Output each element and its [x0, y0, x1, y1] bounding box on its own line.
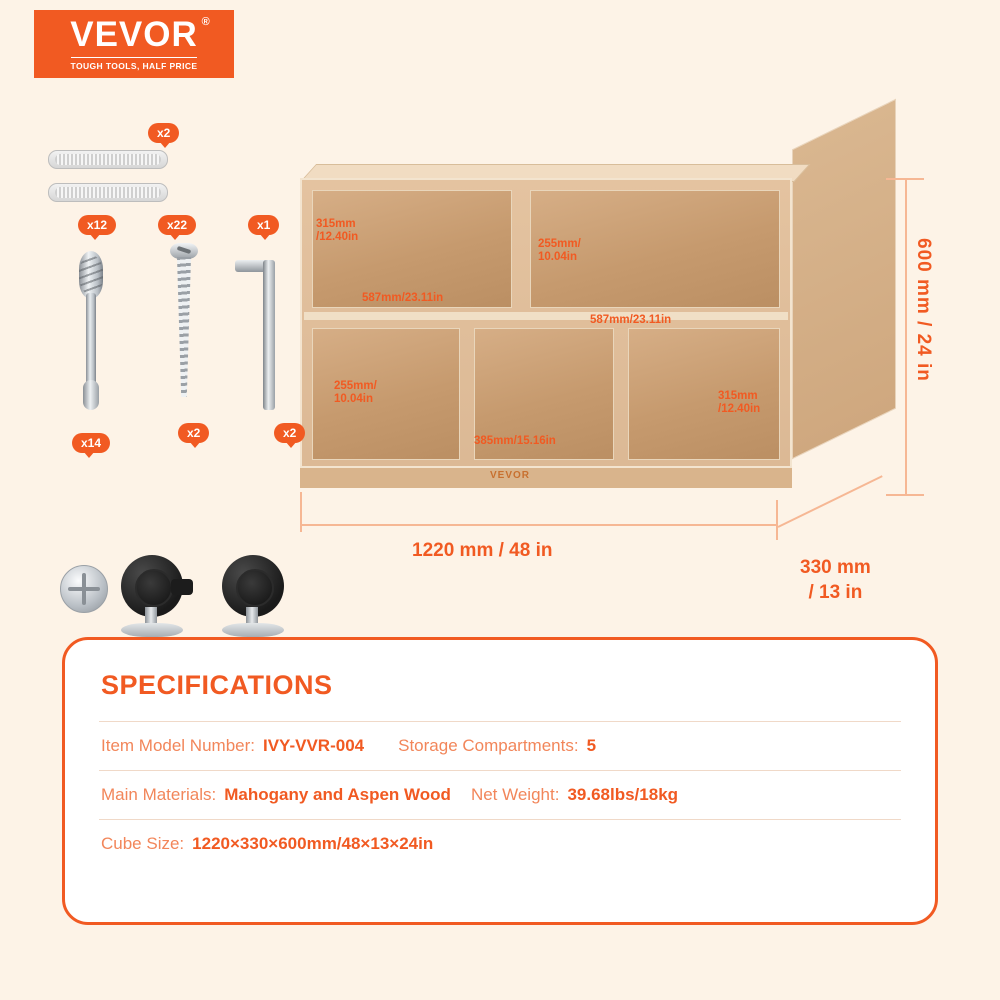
- dim-top-left-width: 587mm/23.11in: [362, 292, 444, 304]
- spec-label-materials: Main Materials:: [101, 785, 217, 804]
- spec-value-model-number: IVY-VVR-004: [263, 736, 365, 755]
- spec-value-compartments: 5: [586, 736, 597, 755]
- locking-caster-wheel-icon: [115, 555, 201, 647]
- width-guide-tick-left: [300, 492, 302, 532]
- dowel-bolt-thread: [79, 255, 103, 295]
- dim-text-line1: 315mm: [316, 218, 356, 230]
- velcro-strap-icon: [48, 150, 168, 169]
- overall-depth-label: [800, 556, 871, 605]
- middle-shelf: [304, 312, 788, 320]
- depth-label-line2: / 13 in: [808, 581, 863, 603]
- product-brandmark: VEVOR: [490, 470, 531, 481]
- caster-brake-lever: [171, 579, 193, 595]
- spec-row-materials: [99, 770, 901, 819]
- overall-width-label: 1220 mm / 48 in: [412, 540, 553, 561]
- velcro-texture-2: [55, 187, 161, 198]
- qty-badge-velcro: x2: [148, 123, 179, 143]
- dim-bottom-left-height: [334, 380, 377, 406]
- qty-badge-dowel-bolt: x12: [78, 215, 116, 235]
- compartment-top-left: [312, 190, 512, 308]
- spec-value-cube-size: 1220×330×600mm/48×13×24in: [192, 834, 434, 853]
- cam-lock-icon: [60, 565, 108, 613]
- dowel-bolt-shaft: [86, 293, 96, 388]
- specifications-title: SPECIFICATIONS: [101, 670, 333, 700]
- dim-top-right-height: [538, 238, 581, 264]
- brand-name: [70, 15, 211, 54]
- dim-bottom-right-height: [718, 390, 760, 416]
- spec-value-materials: Mahogany and Aspen Wood: [224, 785, 451, 804]
- wood-screw-icon: [170, 243, 198, 415]
- spec-label-model-number: Item Model Number:: [101, 736, 255, 755]
- width-guide-tick-right: [776, 500, 778, 540]
- dim-text-line1: 255mm/: [334, 380, 377, 392]
- brand-logo: [34, 10, 234, 78]
- brand-tagline: TOUGH TOOLS, HALF PRICE: [71, 57, 198, 71]
- dim-text-line1: 255mm/: [538, 238, 581, 250]
- allen-key-long-arm: [263, 260, 275, 410]
- dim-text-line2: 10.04in: [334, 393, 373, 406]
- spec-row-cube-size: [99, 819, 901, 868]
- caster-hub-2: [236, 569, 274, 607]
- dowel-bolt-icon: [78, 245, 104, 410]
- product-illustration: [290, 150, 910, 530]
- qty-badge-allen-key: x1: [248, 215, 279, 235]
- velcro-texture: [55, 154, 161, 165]
- qty-badge-locking-caster: x2: [178, 423, 209, 443]
- spec-label-net-weight: Net Weight:: [470, 785, 560, 804]
- caster-mount-plate: [121, 623, 183, 637]
- qty-badge-caster: x2: [274, 423, 305, 443]
- caster-wheel-icon: [216, 555, 302, 647]
- dim-top-left-height: [316, 218, 358, 244]
- height-guide-line: [905, 178, 907, 496]
- height-guide-tick-top: [886, 178, 924, 180]
- dim-text-line2: 10.04in: [538, 251, 577, 264]
- compartment-back-panel: [313, 191, 511, 307]
- spec-value-net-weight: 39.68lbs/18kg: [567, 785, 679, 804]
- registered-trademark-icon: ®: [201, 16, 211, 28]
- wood-screw-body: [177, 257, 191, 397]
- dim-text-line1: 315mm: [718, 390, 758, 402]
- dim-text-line2: /12.40in: [316, 231, 359, 244]
- hardware-parts-group: [30, 115, 297, 555]
- depth-label-line1: 330 mm: [800, 557, 871, 578]
- velcro-strap-icon-2: [48, 183, 168, 202]
- specifications-card: [62, 637, 938, 925]
- dowel-bolt-tip: [83, 380, 99, 410]
- cabinet-side-panel: [792, 99, 896, 460]
- caster-mount-plate-2: [222, 623, 284, 637]
- spec-row-model: [99, 721, 901, 770]
- cabinet-base-rail: [300, 466, 792, 488]
- height-guide-tick-bottom: [886, 494, 924, 496]
- spec-label-cube-size: Cube Size:: [101, 834, 185, 853]
- qty-badge-cam-lock: x14: [72, 433, 110, 453]
- allen-key-icon: [235, 250, 283, 410]
- spec-label-compartments: Storage Compartments:: [398, 736, 579, 755]
- dim-text-line2: /12.40in: [718, 403, 761, 416]
- dim-bottom-middle-width: 385mm/15.16in: [474, 435, 556, 447]
- overall-height-label: 600 mm / 24 in: [913, 238, 934, 382]
- dim-top-right-width: 587mm/23.11in: [590, 314, 672, 326]
- caster-hub: [135, 569, 173, 607]
- brand-name-text: VEVOR: [70, 15, 198, 54]
- width-guide-line: [300, 524, 778, 526]
- qty-badge-wood-screw: x22: [158, 215, 196, 235]
